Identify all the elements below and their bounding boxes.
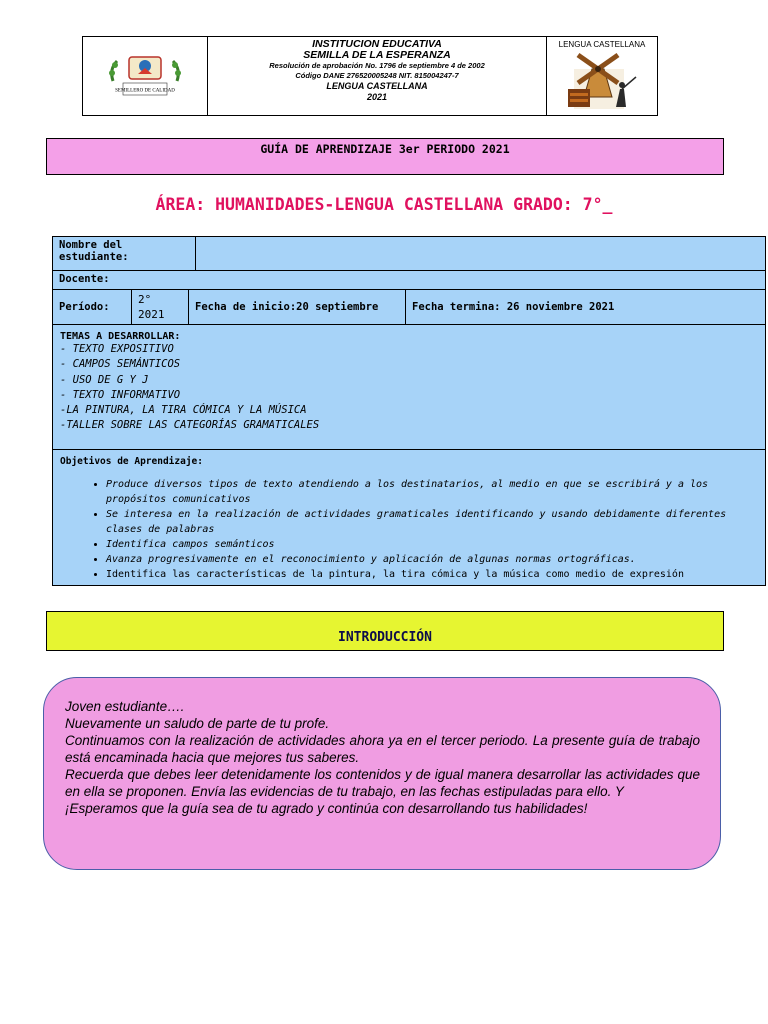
year-text: 2021 [366, 92, 388, 102]
windmill-quixote-icon [554, 49, 650, 113]
subject-logo-title: LENGUA CASTELLANA [558, 40, 646, 49]
objectives-label: Objetivos de Aprendizaje: [60, 456, 203, 467]
teacher-label: Docente: [59, 273, 110, 285]
objective-item: • Identifica campos semánticos [106, 537, 758, 552]
objectives-list [60, 477, 758, 582]
period-row [53, 290, 765, 325]
logo-caption: SEMILLERO DE CALIDAD [115, 88, 175, 94]
introduction-box [46, 611, 724, 651]
subject-logo-cell [547, 37, 657, 115]
student-name-field[interactable] [196, 237, 765, 270]
end-date: Fecha termina: 26 noviembre 2021 [412, 301, 615, 313]
school-subtitle: SEMILLA DE LA ESPERANZA [303, 49, 451, 61]
objective-item: • Se interesa en la realización de actividades gramaticales identificando y usando debidamente diferentes clases de palabras [106, 507, 758, 537]
school-name: INSTITUCION EDUCATIVA [312, 38, 442, 50]
topic-item: -TALLER SOBRE LAS CATEGORÍAS GRAMATICALES [60, 419, 320, 432]
objective-item: • Avanza progresivamente en el reconocimiento y aplicación de algunas normas ortográficas. [106, 552, 758, 567]
start-date: Fecha de inicio:20 septiembre [189, 290, 406, 324]
message-line: Nuevamente un saludo de parte de tu profe. [65, 716, 330, 731]
message-line: Joven estudiante…. [65, 699, 185, 714]
message-line: Recuerda que debes leer detenidamente los contenidos y de igual manera desarrollar las actividades que en ella se proponen. Envía las evidencias de tu trabajo, en las fechas estipuladas para ello. Y [65, 767, 700, 799]
objective-item: • Produce diversos tipos de texto atendiendo a los destinatarios, al medio en que se escribirá y a los propósitos comunicativos [106, 477, 758, 507]
guide-title-box [46, 138, 724, 175]
student-row [53, 237, 765, 271]
topic-item: - TEXTO INFORMATIVO [60, 388, 181, 401]
subject-text: LENGUA CASTELLANA [326, 81, 428, 91]
introduction-title: INTRODUCCIÓN [338, 630, 432, 645]
codes-text: Código DANE 276520005248 NIT. 815004247-7 [295, 71, 459, 80]
topics-section [53, 325, 765, 450]
greeting-message-box [43, 677, 721, 870]
topic-item: -LA PINTURA, LA TIRA CÓMICA Y LA MÚSICA [60, 404, 307, 417]
teacher-row [53, 271, 765, 290]
objective-item: • Identifica las características de la pintura, la tira cómica y la música como medio de expresión [106, 567, 758, 582]
topic-item: - USO DE G Y J [60, 373, 149, 386]
message-line: ¡Esperamos que la guía sea de tu agrado y continúa con desarrollando tus habilidades! [65, 801, 588, 816]
objectives-section [53, 450, 765, 585]
school-info [208, 37, 547, 115]
area-title: ÁREA: HUMANIDADES-LENGUA CASTELLANA GRADO: 7°_ [155, 195, 613, 214]
resolution-text: Resolución de aprobación No. 1796 de septiembre 4 de 2002 [269, 61, 485, 70]
document-header [82, 36, 658, 116]
guide-title: GUÍA DE APRENDIZAJE 3er PERIODO 2021 [260, 142, 510, 156]
school-logo [83, 37, 208, 115]
info-table [52, 236, 766, 586]
period-value: 2° 2021 [132, 290, 189, 324]
topic-item: - CAMPOS SEMÁNTICOS [60, 358, 181, 371]
school-logo-icon [105, 51, 185, 101]
student-label: Nombre del estudiante: [53, 237, 196, 270]
message-line: Continuamos con la realización de actividades ahora ya en el tercer periodo. La presente guía de trabajo está encaminada hacia que mejores tus saberes. [65, 733, 700, 765]
topics-label: TEMAS A DESARROLLAR: [60, 331, 181, 342]
period-label: Período: [53, 290, 132, 324]
topic-item: - TEXTO EXPOSITIVO [60, 343, 174, 355]
